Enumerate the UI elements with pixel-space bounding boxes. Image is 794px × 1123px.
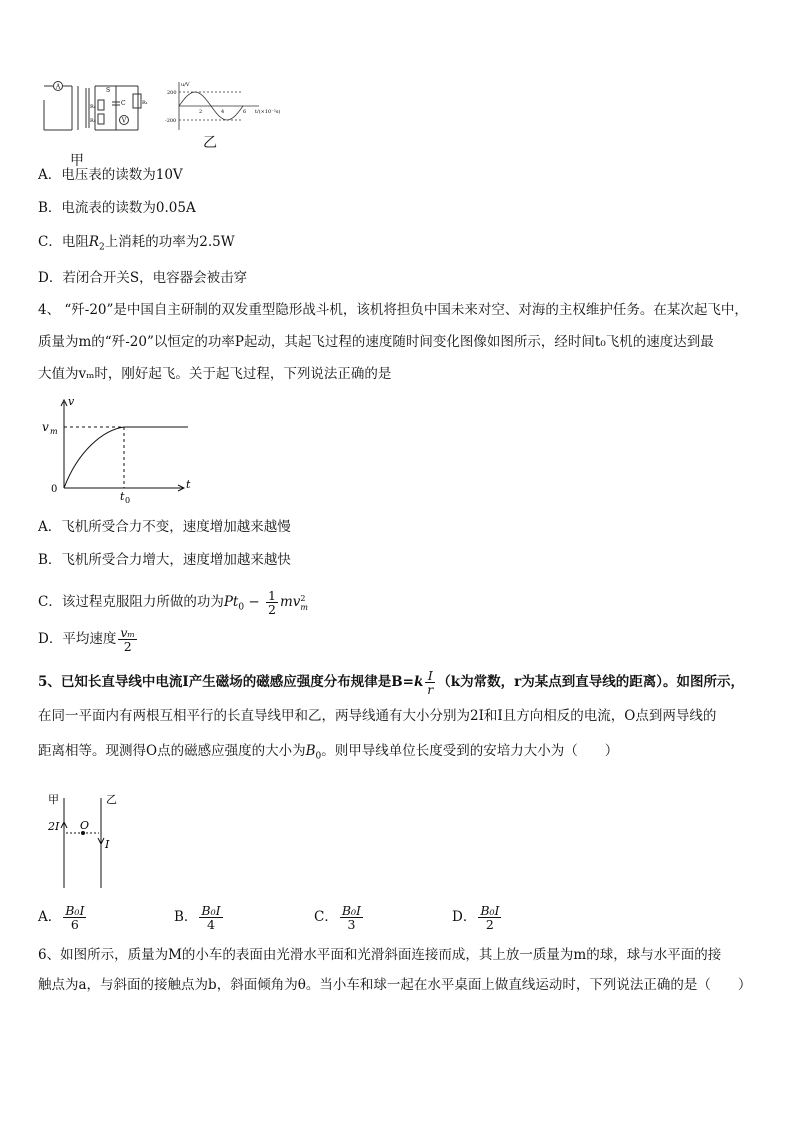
figure-transformer-circuit bbox=[38, 80, 148, 150]
q4-option-c-half bbox=[266, 589, 278, 616]
graph-xlabel: t/(×10⁻²s) bbox=[255, 109, 281, 115]
q4-option-b: B．飞机所受合力增大，速度增加越来越快 bbox=[38, 552, 291, 568]
current-i-label: I bbox=[105, 838, 110, 851]
q4-option-c-half-den: 2 bbox=[268, 602, 276, 617]
figure1-jia-label: 甲 bbox=[70, 153, 84, 169]
q5-line3 bbox=[38, 742, 618, 766]
graph-ylabel: u/V bbox=[181, 82, 190, 88]
q5-line1-post: （k为常数，r为某点到直导线的距离）。如图所示， bbox=[437, 674, 744, 690]
q6-line1: 6、如图所示，质量为M的小车的表面由光滑水平面和光滑斜面连接而成，其上放一质量为m的球，球与水平面的接 bbox=[38, 947, 722, 963]
q4-option-c-half-num: 1 bbox=[268, 588, 276, 603]
q5-line1-num: I bbox=[425, 669, 435, 683]
figure1-yi-label: 乙 bbox=[203, 135, 217, 151]
q5-line1 bbox=[38, 667, 744, 697]
q5-option-b-frac bbox=[199, 904, 222, 931]
q4-option-d-frac bbox=[118, 626, 137, 653]
q4-option-d-pre: D．平均速度 bbox=[38, 631, 117, 647]
ammeter-label: A bbox=[55, 83, 61, 91]
q5-option-b bbox=[174, 900, 225, 934]
q5-line1-k: k bbox=[413, 674, 424, 690]
r3-label: R₃ bbox=[90, 118, 96, 124]
q3-option-c-pre: C．电阻 bbox=[38, 234, 89, 250]
q5-line1-pre: 5、已知长直导线中电流I产生磁场的磁感应强度分布规律是B= bbox=[38, 674, 414, 690]
q5-option-c-num: B₀I bbox=[341, 903, 361, 918]
q5-option-d-frac bbox=[478, 904, 501, 931]
q5-option-b-label: B． bbox=[174, 909, 198, 925]
q5-option-a-frac bbox=[63, 904, 86, 931]
q4-option-d-den: 2 bbox=[123, 639, 132, 654]
q3-option-d: D．若闭合开关S，电容器会被击穿 bbox=[38, 270, 248, 286]
graph-tick-4: 4 bbox=[221, 109, 225, 115]
q5-option-b-num: B₀I bbox=[201, 903, 221, 918]
wire-jia-label: 甲 bbox=[48, 793, 59, 806]
q5-option-a bbox=[38, 900, 88, 934]
q6-line2: 触点为a，与斜面的接触点为b，斜面倾角为θ。当小车和球一起在水平桌面上做直线运动时，下列说法正确的是（ ） bbox=[38, 977, 752, 993]
q5-line3-pre: 距离相等。现测得O点的磁感应强度的大小为 bbox=[38, 743, 306, 759]
q4-option-c-pt: Pt bbox=[223, 594, 239, 610]
graph-ymin: -200 bbox=[165, 118, 177, 124]
q4-option-c-mv-scripts bbox=[300, 594, 308, 612]
figure-sine-graph bbox=[165, 80, 287, 135]
q3-option-a: A．电压表的读数为10V bbox=[38, 167, 183, 183]
q3-option-c-sub: 2 bbox=[99, 242, 105, 253]
voltmeter-label: V bbox=[121, 117, 127, 125]
q5-line2: 在同一平面内有两根互相平行的长直导线甲和乙，两导线通有大小分别为2I和I且方向相反的电流，O点到两导线的 bbox=[38, 708, 717, 724]
q3-option-b: B．电流表的读数为0.05A bbox=[38, 200, 196, 216]
q4-option-d-num: vₘ bbox=[120, 625, 136, 640]
r1-label: R₁ bbox=[142, 100, 148, 106]
q4-option-c-mv: mv bbox=[279, 594, 301, 610]
switch-label: S bbox=[106, 87, 111, 94]
q4-option-c-pre: C．该过程克服阻力所做的功为 bbox=[38, 594, 224, 610]
q4-option-c-pt-sub: 0 bbox=[238, 602, 245, 613]
q5-option-a-den: 6 bbox=[70, 917, 79, 932]
graph-ymax: 200 bbox=[167, 90, 177, 96]
wire-yi-label: 乙 bbox=[106, 793, 117, 806]
vt-ylabel: v bbox=[68, 396, 75, 408]
q4-option-c bbox=[38, 587, 308, 623]
vt-xlabel: t bbox=[186, 478, 191, 491]
q5-line3-sub: 0 bbox=[315, 751, 322, 762]
q5-option-d-den: 2 bbox=[485, 917, 494, 932]
graph-tick-2: 2 bbox=[199, 109, 203, 115]
vt-vm-label: v bbox=[42, 420, 49, 434]
current-2i-label: 2I bbox=[48, 820, 60, 833]
q5-option-b-den: 4 bbox=[207, 917, 215, 932]
point-o-label: O bbox=[80, 819, 90, 832]
q5-option-c-label: C． bbox=[314, 909, 338, 925]
q4-option-a: A．飞机所受合力不变，速度增加越来越慢 bbox=[38, 519, 291, 535]
q4-option-c-mv-sup: 2 bbox=[300, 593, 306, 603]
q5-option-d-label: D． bbox=[452, 909, 477, 925]
q5-line1-den: r bbox=[427, 682, 434, 697]
q5-option-c-frac bbox=[340, 904, 363, 931]
vt-vm-sub: m bbox=[50, 427, 58, 436]
figure-parallel-wires bbox=[40, 790, 140, 890]
q4-option-d bbox=[38, 624, 139, 654]
figure-vt-graph bbox=[38, 396, 198, 506]
q5-option-d bbox=[452, 900, 503, 934]
graph-tick-6: 6 bbox=[243, 109, 247, 115]
r2-label: R₂ bbox=[90, 104, 96, 110]
q4-line1: 4、 “歼-20”是中国自主研制的双发重型隐形战斗机，该机将担负中国未来对空、对海的主权维护任务。在某次起飞中， bbox=[38, 302, 748, 318]
q5-line3-var: B bbox=[305, 743, 316, 759]
q4-line3: 大值为vₘ时，刚好起飞。关于起飞过程，下列说法正确的是 bbox=[38, 366, 392, 382]
q5-option-a-num: B₀I bbox=[65, 903, 85, 918]
q4-option-c-minus: − bbox=[248, 594, 260, 610]
q5-line1-frac bbox=[425, 669, 435, 696]
q4-line2: 质量为m的“歼-20”以恒定的功率P起动，其起飞过程的速度随时间变化图像如图所示，经时间t₀飞机的速度达到最 bbox=[38, 334, 714, 350]
q5-option-c bbox=[314, 900, 365, 934]
q5-options bbox=[38, 900, 578, 934]
vt-origin: 0 bbox=[51, 484, 58, 495]
q3-option-c-post: 上消耗的功率为2.5W bbox=[104, 234, 235, 250]
q4-option-c-mv-sub: m bbox=[300, 602, 308, 612]
q3-option-c bbox=[38, 233, 235, 257]
q5-option-a-label: A． bbox=[38, 909, 62, 925]
vt-t0-sub: 0 bbox=[125, 496, 131, 505]
vt-t0-label: t bbox=[120, 490, 125, 503]
q5-option-c-den: 3 bbox=[347, 917, 356, 932]
capacitor-label: C bbox=[121, 100, 126, 107]
q3-option-c-var: R bbox=[88, 234, 100, 250]
q5-line3-post: 。则甲导线单位长度受到的安培力大小为（ ） bbox=[321, 743, 619, 759]
q5-option-d-num: B₀I bbox=[480, 903, 500, 918]
